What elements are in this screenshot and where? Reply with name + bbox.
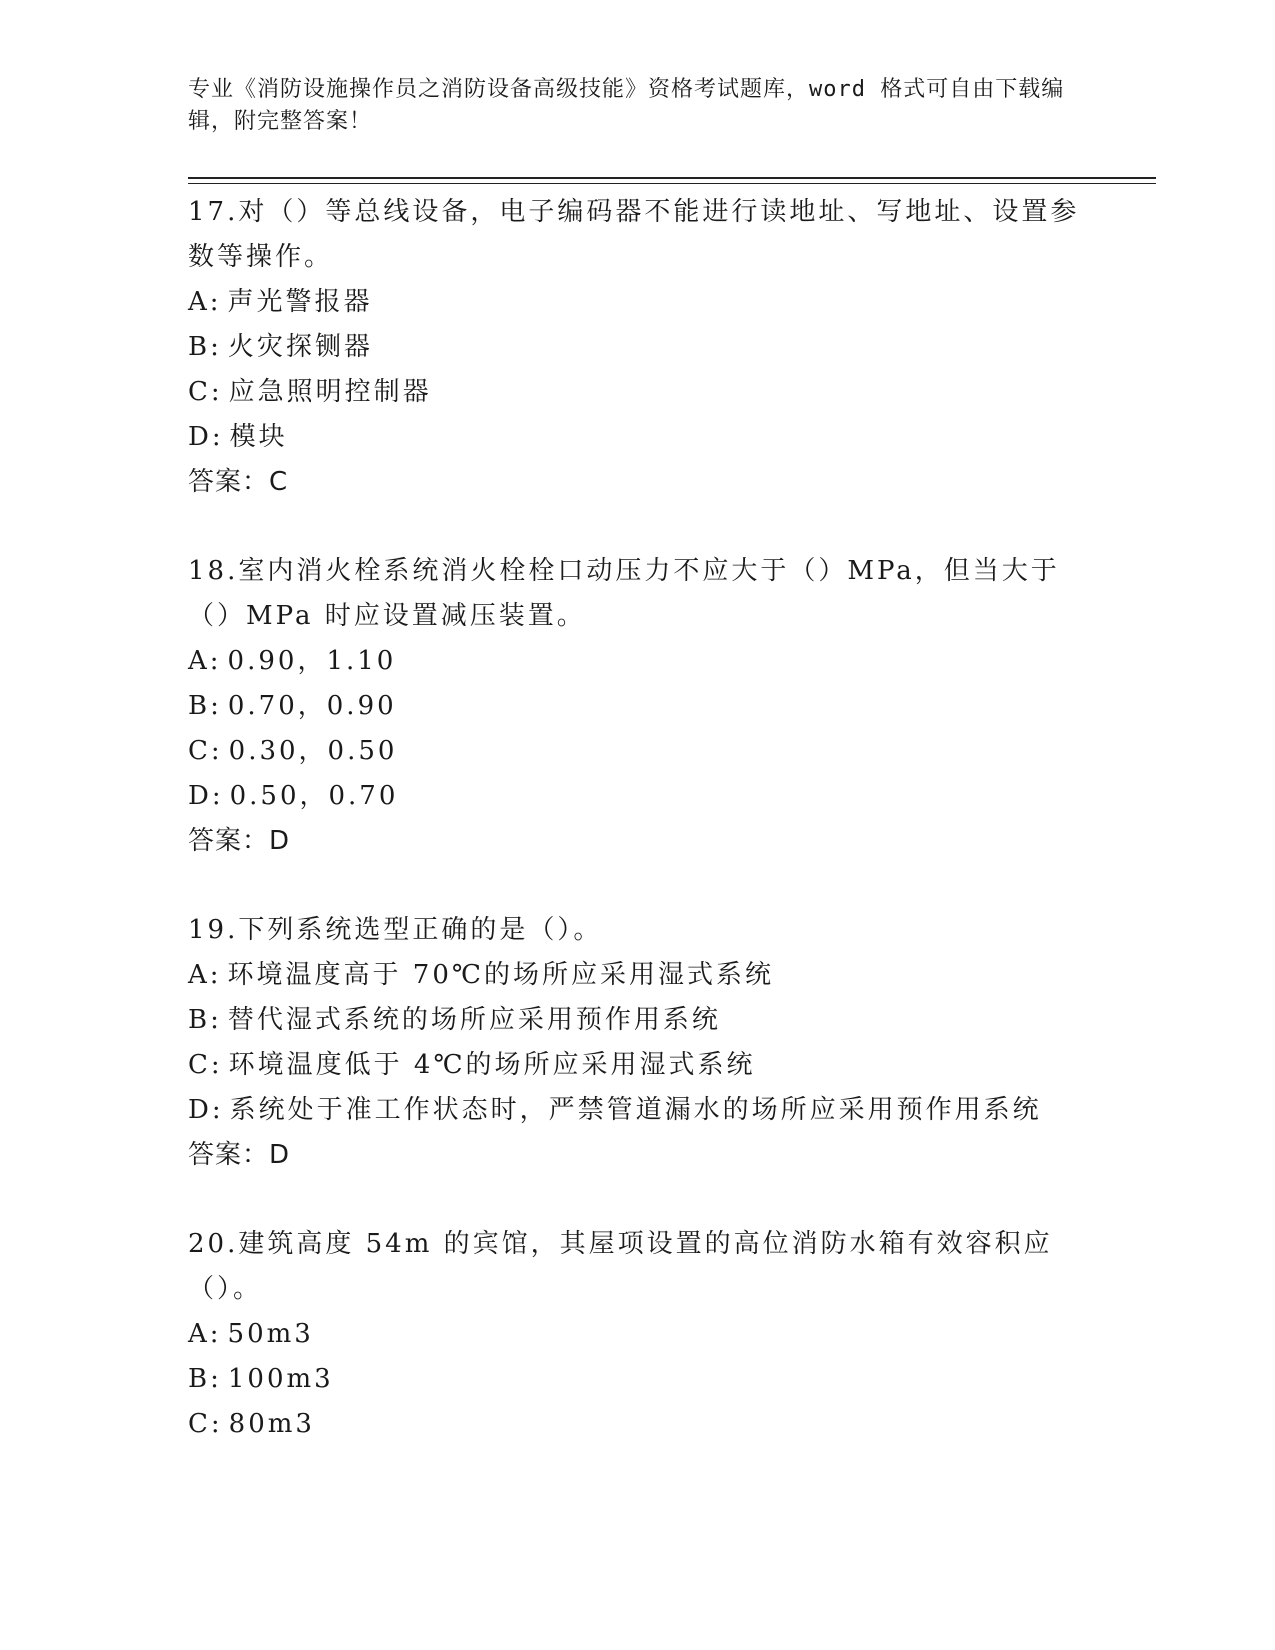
option-c [188, 1402, 1088, 1447]
question-19 [188, 908, 1088, 1178]
question-18 [188, 549, 1088, 864]
option-text: 0.90，1.10 [227, 646, 397, 676]
option-text: 50m3 [227, 1319, 314, 1349]
option-text: 0.30，0.50 [228, 736, 398, 766]
option-text: 环境温度高于 70℃的场所应采用湿式系统 [227, 960, 774, 990]
option-letter: B: [188, 1005, 222, 1035]
option-text: 80m3 [228, 1409, 315, 1439]
option-letter: A: [188, 646, 222, 676]
option-text: 环境温度低于 4℃的场所应采用湿式系统 [228, 1050, 756, 1080]
question-stem: 19.下列系统选型正确的是（）。 [188, 915, 603, 945]
option-letter: A: [188, 287, 222, 317]
option-b [188, 684, 1088, 729]
option-letter: D: [188, 422, 224, 452]
option-a [188, 953, 1088, 998]
option-c [188, 729, 1088, 774]
option-text: 模块 [229, 422, 288, 452]
option-letter: D: [188, 781, 224, 811]
option-letter: A: [188, 960, 222, 990]
header-divider-thick [188, 177, 1156, 179]
question-list [188, 190, 1088, 1491]
option-c [188, 370, 1088, 415]
option-d [188, 1088, 1088, 1133]
option-text: 火灾探铡器 [227, 332, 373, 362]
option-a [188, 1312, 1088, 1357]
option-letter: C: [188, 736, 223, 766]
option-text: 替代湿式系统的场所应采用预作用系统 [227, 1005, 721, 1035]
question-17 [188, 190, 1088, 505]
option-b [188, 1357, 1088, 1402]
option-letter: B: [188, 1364, 222, 1394]
option-a [188, 280, 1088, 325]
option-letter: B: [188, 691, 222, 721]
document-header-note: 专业《消防设施操作员之消防设备高级技能》资格考试题库，word 格式可自由下载编辑，附完整答案！ [188, 77, 1065, 134]
option-letter: C: [188, 1050, 223, 1080]
header-divider-thin [188, 183, 1156, 184]
option-letter: C: [188, 377, 223, 407]
option-c [188, 1043, 1088, 1088]
option-d [188, 415, 1088, 460]
option-letter: C: [188, 1409, 223, 1439]
question-stem: 18.室内消火栓系统消火栓栓口动压力不应大于（）MPa，但当大于（）MPa 时应设置减压装置。 [188, 556, 1060, 631]
question-20 [188, 1222, 1088, 1447]
option-b [188, 325, 1088, 370]
option-text: 0.50，0.70 [229, 781, 399, 811]
question-stem: 17.对（）等总线设备，电子编码器不能进行读地址、写地址、设置参数等操作。 [188, 197, 1080, 272]
answer-line: 答案：D [188, 826, 291, 856]
option-text: 0.70，0.90 [227, 691, 397, 721]
option-letter: D: [188, 1095, 224, 1125]
answer-line: 答案：C [188, 467, 289, 497]
option-letter: B: [188, 332, 222, 362]
answer-line: 答案：D [188, 1140, 291, 1170]
option-text: 应急照明控制器 [228, 377, 432, 407]
question-stem: 20.建筑高度 54m 的宾馆，其屋项设置的高位消防水箱有效容积应（）。 [188, 1229, 1053, 1304]
option-text: 100m3 [227, 1364, 334, 1394]
option-a [188, 639, 1088, 684]
option-d [188, 774, 1088, 819]
option-letter: A: [188, 1319, 222, 1349]
option-text: 系统处于准工作状态时，严禁管道漏水的场所应采用预作用系统 [229, 1095, 1042, 1125]
option-b [188, 998, 1088, 1043]
option-text: 声光警报器 [227, 287, 373, 317]
